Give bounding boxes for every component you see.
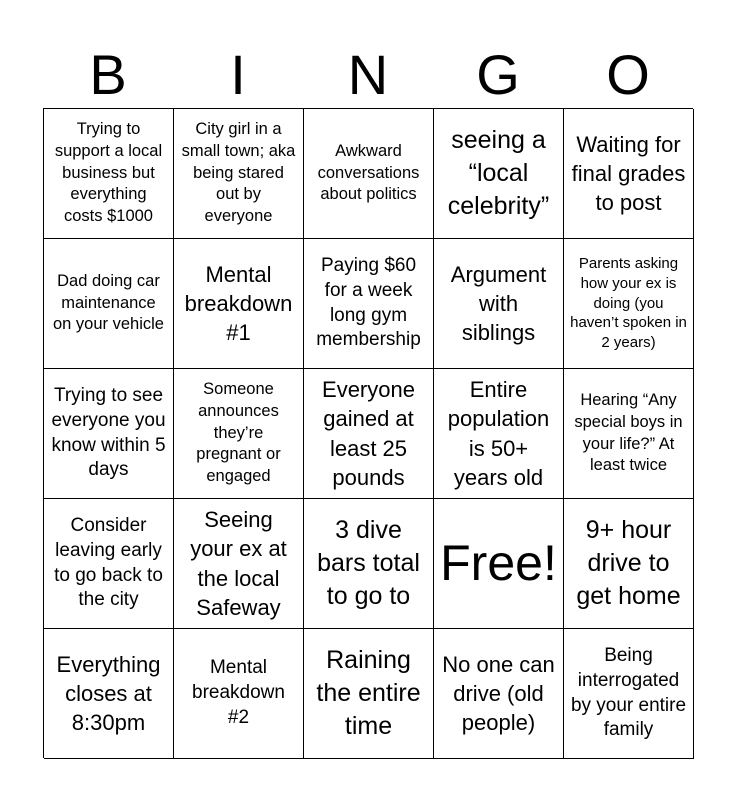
- bingo-cell-text: Entire population is 50+ years old: [447, 377, 550, 490]
- header-letter-i: I: [230, 43, 246, 106]
- bingo-cell-r1-c4[interactable]: [434, 109, 564, 239]
- bingo-cell-r3-c2[interactable]: [174, 369, 304, 499]
- bingo-header: [43, 42, 693, 108]
- bingo-cell-text: 3 dive bars total to go to: [317, 516, 420, 610]
- bingo-cell-text: Trying to support a local business but everything costs $1000: [54, 120, 163, 226]
- bingo-cell-r1-c3[interactable]: [304, 109, 434, 239]
- bingo-cell-r5-c5[interactable]: [564, 629, 694, 759]
- bingo-cell-r5-c1[interactable]: [44, 629, 174, 759]
- bingo-cell-text: Everything closes at 8:30pm: [56, 651, 161, 736]
- bingo-cell-text: Trying to see everyone you know within 5 days: [51, 385, 166, 481]
- bingo-board: [43, 108, 693, 758]
- bingo-cell-text: Waiting for final grades to post: [571, 131, 686, 216]
- bingo-cell-r3-c5[interactable]: [564, 369, 694, 499]
- bingo-cell-r5-c3[interactable]: [304, 629, 434, 759]
- bingo-cell-text: Everyone gained at least 25 pounds: [322, 377, 415, 490]
- bingo-cell-text: Someone announces they’re pregnant or engaged: [196, 380, 281, 486]
- bingo-cell-text: Paying $60 for a week long gym membership: [316, 255, 421, 351]
- header-letter-o: O: [606, 43, 650, 106]
- bingo-cell-r4-c3[interactable]: [304, 499, 434, 629]
- bingo-cell-r5-c2[interactable]: [174, 629, 304, 759]
- bingo-cell-r2-c1[interactable]: [44, 239, 174, 369]
- bingo-cell-text: Being interrogated by your entire family: [570, 645, 687, 741]
- bingo-cell-r1-c5[interactable]: [564, 109, 694, 239]
- bingo-cell-r4-c5[interactable]: [564, 499, 694, 629]
- bingo-cell-r3-c1[interactable]: [44, 369, 174, 499]
- bingo-cell-r1-c1[interactable]: [44, 109, 174, 239]
- bingo-cell-text: Mental breakdown #2: [192, 657, 285, 728]
- header-letter-b: B: [89, 43, 127, 106]
- bingo-cell-text: Free!: [440, 535, 557, 591]
- bingo-cell-r5-c4[interactable]: [434, 629, 564, 759]
- bingo-cell-text: No one can drive (old people): [442, 651, 555, 736]
- bingo-cell-r2-c2[interactable]: [174, 239, 304, 369]
- bingo-cell-text: 9+ hour drive to get home: [576, 516, 681, 610]
- bingo-cell-text: Consider leaving early to go back to the city: [54, 515, 163, 611]
- bingo-cell-r3-c3[interactable]: [304, 369, 434, 499]
- bingo-cell-r4-c2[interactable]: [174, 499, 304, 629]
- bingo-cell-r1-c2[interactable]: [174, 109, 304, 239]
- bingo-cell-text: Seeing your ex at the local Safeway: [190, 507, 287, 620]
- bingo-cell-r4-c1[interactable]: [44, 499, 174, 629]
- bingo-cell-r2-c5[interactable]: [564, 239, 694, 369]
- bingo-cell-text: seeing a “local celebrity”: [447, 126, 550, 220]
- bingo-cell-r2-c4[interactable]: [434, 239, 564, 369]
- header-letter-n: N: [347, 43, 389, 106]
- header-letter-g: G: [476, 43, 520, 106]
- bingo-cell-text: Hearing “Any special boys in your life?” At least twice: [574, 390, 683, 475]
- bingo-cell-text: Raining the entire time: [316, 646, 421, 740]
- bingo-cell-text: Parents asking how your ex is doing (you haven’t spoken in 2 years): [570, 254, 687, 352]
- bingo-cell-r3-c4[interactable]: [434, 369, 564, 499]
- bingo-cell-text: Mental breakdown #1: [184, 261, 293, 346]
- bingo-cell-text: Dad doing car maintenance on your vehicle: [53, 271, 164, 334]
- bingo-cell-text: City girl in a small town; aka being stared out by everyone: [181, 120, 296, 226]
- bingo-cell-text: Argument with siblings: [450, 261, 547, 346]
- bingo-cell-r2-c3[interactable]: [304, 239, 434, 369]
- bingo-free-space[interactable]: [434, 499, 564, 629]
- bingo-cell-text: Awkward conversations about politics: [317, 141, 420, 204]
